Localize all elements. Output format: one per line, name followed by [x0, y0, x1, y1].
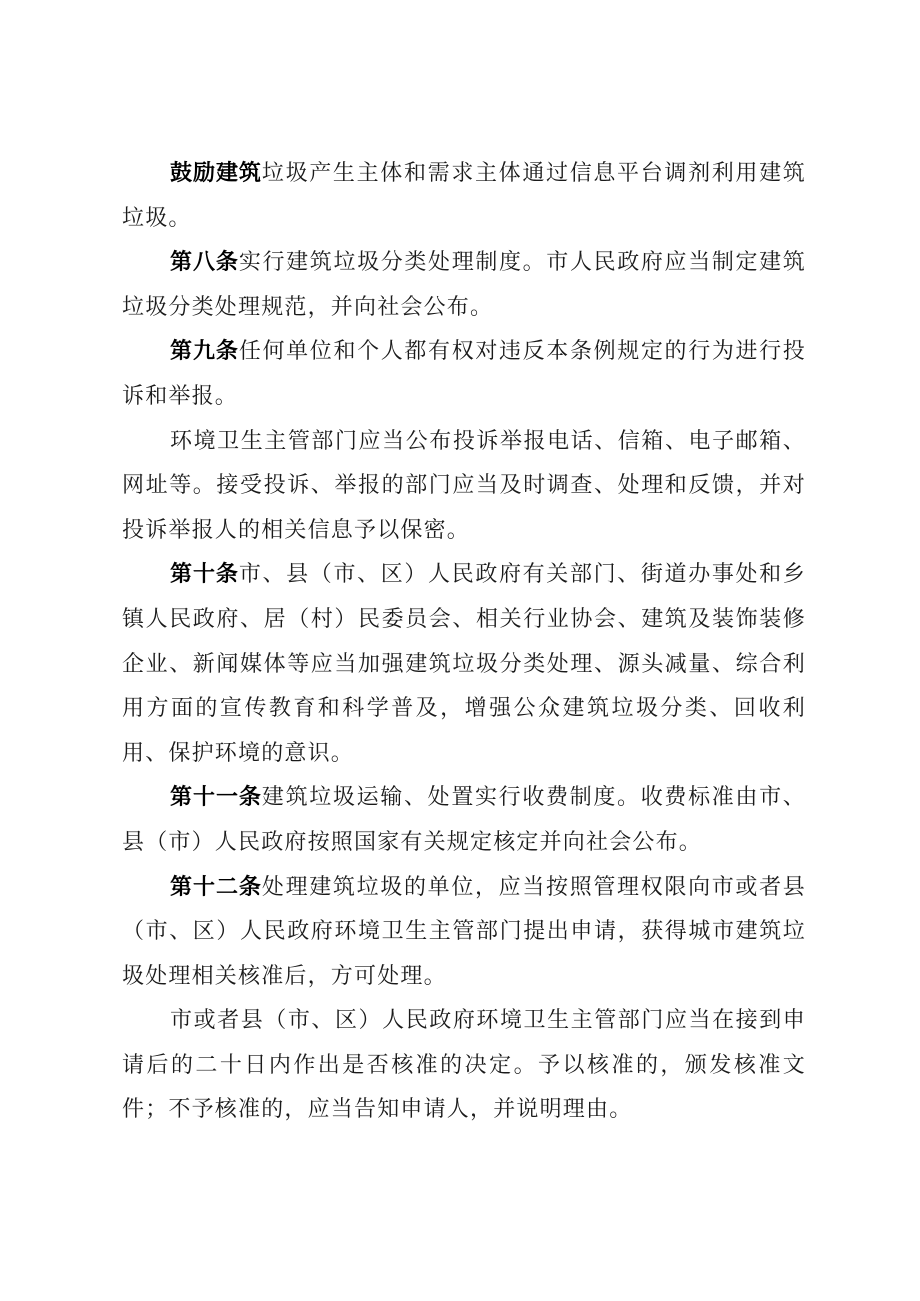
- document-page: [122, 152, 806, 1133]
- paragraph-encourage: [122, 152, 806, 241]
- article-number: 第十二条: [170, 874, 262, 900]
- article-number: 第十一条: [170, 785, 262, 811]
- article-9-paragraph-2: [122, 420, 806, 554]
- article-number: 第八条: [170, 250, 239, 276]
- article-text: 市、县（市、区）人民政府有关部门、街道办事处和乡镇人民政府、居（村）民委员会、相关行业协会、建筑及装饰装修企业、新闻媒体等应当加强建筑垃圾分类处理、源头减量、综合利用方面的宣传教育和科学普及，增强公众建筑垃圾分类、回收利用、保护环境的意识。: [122, 562, 806, 766]
- article-12: [122, 866, 806, 1000]
- article-11: [122, 776, 806, 865]
- paragraph-text: 垃圾产生主体和需求主体通过信息平台调剂利用建筑垃圾。: [122, 161, 806, 231]
- article-8: [122, 241, 806, 330]
- paragraph-text: 环境卫生主管部门应当公布投诉举报电话、信箱、电子邮箱、网址等。接受投诉、举报的部门应当及时调查、处理和反馈，并对投诉举报人的相关信息予以保密。: [122, 428, 806, 543]
- article-12-paragraph-2: [122, 999, 806, 1133]
- article-text: 建筑垃圾运输、处置实行收费制度。收费标准由市、县（市）人民政府按照国家有关规定核定并向社会公布。: [122, 785, 806, 855]
- paragraph-lead: 鼓励建筑: [170, 161, 262, 186]
- article-10: [122, 553, 806, 776]
- paragraph-text: 市或者县（市、区）人民政府环境卫生主管部门应当在接到申请后的二十日内作出是否核准的决定。予以核准的，颁发核准文件；不予核准的，应当告知申请人，并说明理由。: [122, 1008, 806, 1123]
- article-number: 第十条: [170, 562, 239, 588]
- article-text: 处理建筑垃圾的单位，应当按照管理权限向市或者县（市、区）人民政府环境卫生主管部门提出申请，获得城市建筑垃圾处理相关核准后，方可处理。: [122, 874, 806, 989]
- article-text: 实行建筑垃圾分类处理制度。市人民政府应当制定建筑垃圾分类处理规范，并向社会公布。: [122, 250, 806, 320]
- article-number: 第九条: [170, 339, 239, 365]
- article-9: [122, 330, 806, 419]
- article-text: 任何单位和个人都有权对违反本条例规定的行为进行投诉和举报。: [122, 339, 806, 409]
